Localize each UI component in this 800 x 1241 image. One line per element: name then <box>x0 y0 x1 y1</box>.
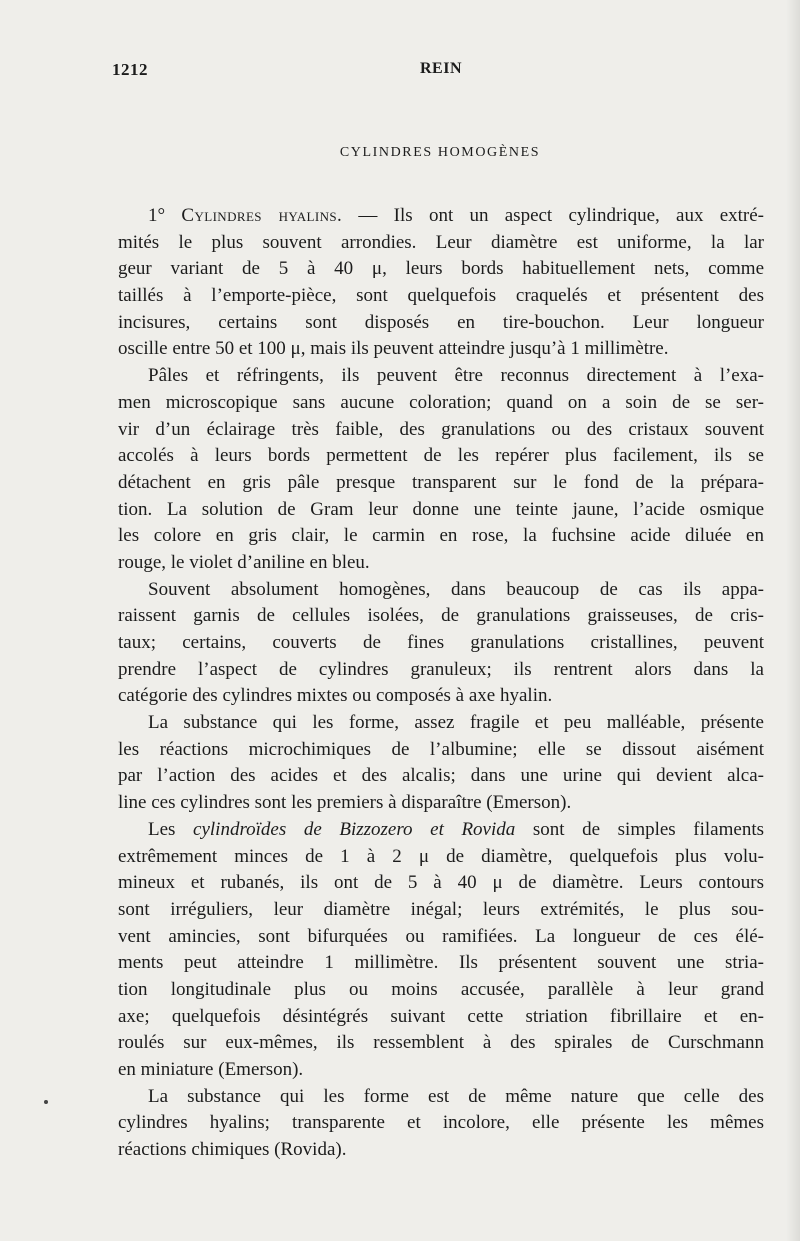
text-line-suffix: sont de simples filaments <box>515 818 764 840</box>
paragraph-cylindres-hyalins <box>118 203 764 363</box>
italic-term: cylindroïdes de Bizzozero et Rovida <box>193 818 516 840</box>
text-line: geur variant de 5 à 40 μ, leurs bords habituellement nets, comme <box>118 258 764 280</box>
text-line: roulés sur eux-mêmes, ils ressemblent à des spirales de Curschmann <box>118 1032 764 1054</box>
text-line: cylindres hyalins; transparente et incolore, elle présente les mêmes <box>118 1112 764 1134</box>
text-line: par l’action des acides et des alcalis; dans une urine qui devient alca- <box>118 765 764 787</box>
text-line: taillés à l’emporte-pièce, sont quelquefois craquelés et présentent des <box>118 285 764 307</box>
text-line: line ces cylindres sont les premiers à disparaître (Emerson). <box>118 792 572 814</box>
section-title: CYLINDRES HOMOGÈNES <box>339 145 541 160</box>
text-line: Pâles et réfringents, ils peuvent être reconnus directement à l’exa- <box>148 365 764 387</box>
text-line: rouge, le violet d’aniline en bleu. <box>118 551 370 573</box>
page-number: 1212 <box>112 60 148 79</box>
text-line: oscille entre 50 et 100 μ, mais ils peuvent atteindre jusqu’à 1 millimètre. <box>118 338 669 360</box>
text-line: prendre l’aspect de cylindres granuleux; ils rentrent alors dans la <box>118 658 764 680</box>
text-line: catégorie des cylindres mixtes ou composés à axe hyalin. <box>118 685 553 707</box>
text-line-content: — Ils ont un aspect cylindrique, aux extré- <box>342 205 765 226</box>
text-line: Souvent absolument homogènes, dans beaucoup de cas ils appa- <box>148 578 764 600</box>
running-title: REIN <box>420 60 463 77</box>
text-line: réactions chimiques (Rovida). <box>118 1139 347 1161</box>
paragraph-substance <box>118 710 764 817</box>
paragraph-substance-cylindroides <box>118 1084 764 1164</box>
text-line: axe; quelquefois désintégrés suivant cette striation fibrillaire et en- <box>118 1005 764 1027</box>
text-line: tion. La solution de Gram leur donne une teinte jaune, l’acide osmique <box>118 498 764 520</box>
text-line: détachent en gris pâle presque transparent sur le fond de la prépara- <box>118 471 764 493</box>
running-head <box>112 60 772 86</box>
text-line: les colore en gris clair, le carmin en rose, la fuchsine acide diluée en <box>118 525 764 547</box>
text-line: vent amincies, sont bifurquées ou ramifiées. La longueur de ces élé- <box>118 925 764 947</box>
text-line: sont irréguliers, leur diamètre inégal; leurs extrémités, le plus sou- <box>118 898 764 920</box>
text-line: extrêmement minces de 1 à 2 μ de diamètre, quelquefois plus volu- <box>118 845 764 867</box>
text-line: La substance qui les forme est de même nature que celle des <box>148 1085 764 1107</box>
text-line <box>118 203 764 230</box>
paragraph-homogenes <box>118 577 764 710</box>
page-edge-shadow <box>786 0 800 1241</box>
text-line: mineux et rubanés, ils ont de 5 à 40 μ de diamètre. Leurs contours <box>118 872 764 894</box>
text-line: La substance qui les forme, assez fragile et peu malléable, présente <box>148 712 764 734</box>
body-text <box>118 203 764 1164</box>
text-line: incisures, certains sont disposés en tire-bouchon. Leur longueur <box>118 311 764 333</box>
paragraph-cylindroides <box>118 817 764 1084</box>
text-line: taux; certains, couverts de fines granulations cristallines, peuvent <box>118 632 764 653</box>
text-line: men microscopique sans aucune coloration; quand on a soin de se ser- <box>118 391 764 413</box>
text-line: vir d’un éclairage très faible, des granulations ou des cristaux souvent <box>118 418 764 440</box>
text-line: les réactions microchimiques de l’albumine; elle se dissout aisément <box>118 738 764 760</box>
print-speck <box>44 1100 48 1104</box>
text-line-prefix: Les <box>148 818 194 840</box>
text-line: ments peut atteindre 1 millimètre. Ils présentent souvent une stria- <box>118 952 764 974</box>
paragraph-coloration <box>118 363 764 577</box>
lead-title: Cylindres hyalins. <box>181 205 343 226</box>
lead-number: 1° <box>148 205 166 226</box>
text-line: tion longitudinale plus ou moins accusée, parallèle à leur grand <box>118 978 764 1000</box>
text-line: mités le plus souvent arrondies. Leur diamètre est uniforme, la lar <box>118 231 764 253</box>
text-line: accolés à leurs bords permettent de les repérer plus facilement, ils se <box>118 445 764 467</box>
text-line <box>118 817 764 844</box>
text-line: raissent garnis de cellules isolées, de granulations graisseuses, de cris- <box>118 605 764 627</box>
text-line: en miniature (Emerson). <box>118 1059 304 1080</box>
